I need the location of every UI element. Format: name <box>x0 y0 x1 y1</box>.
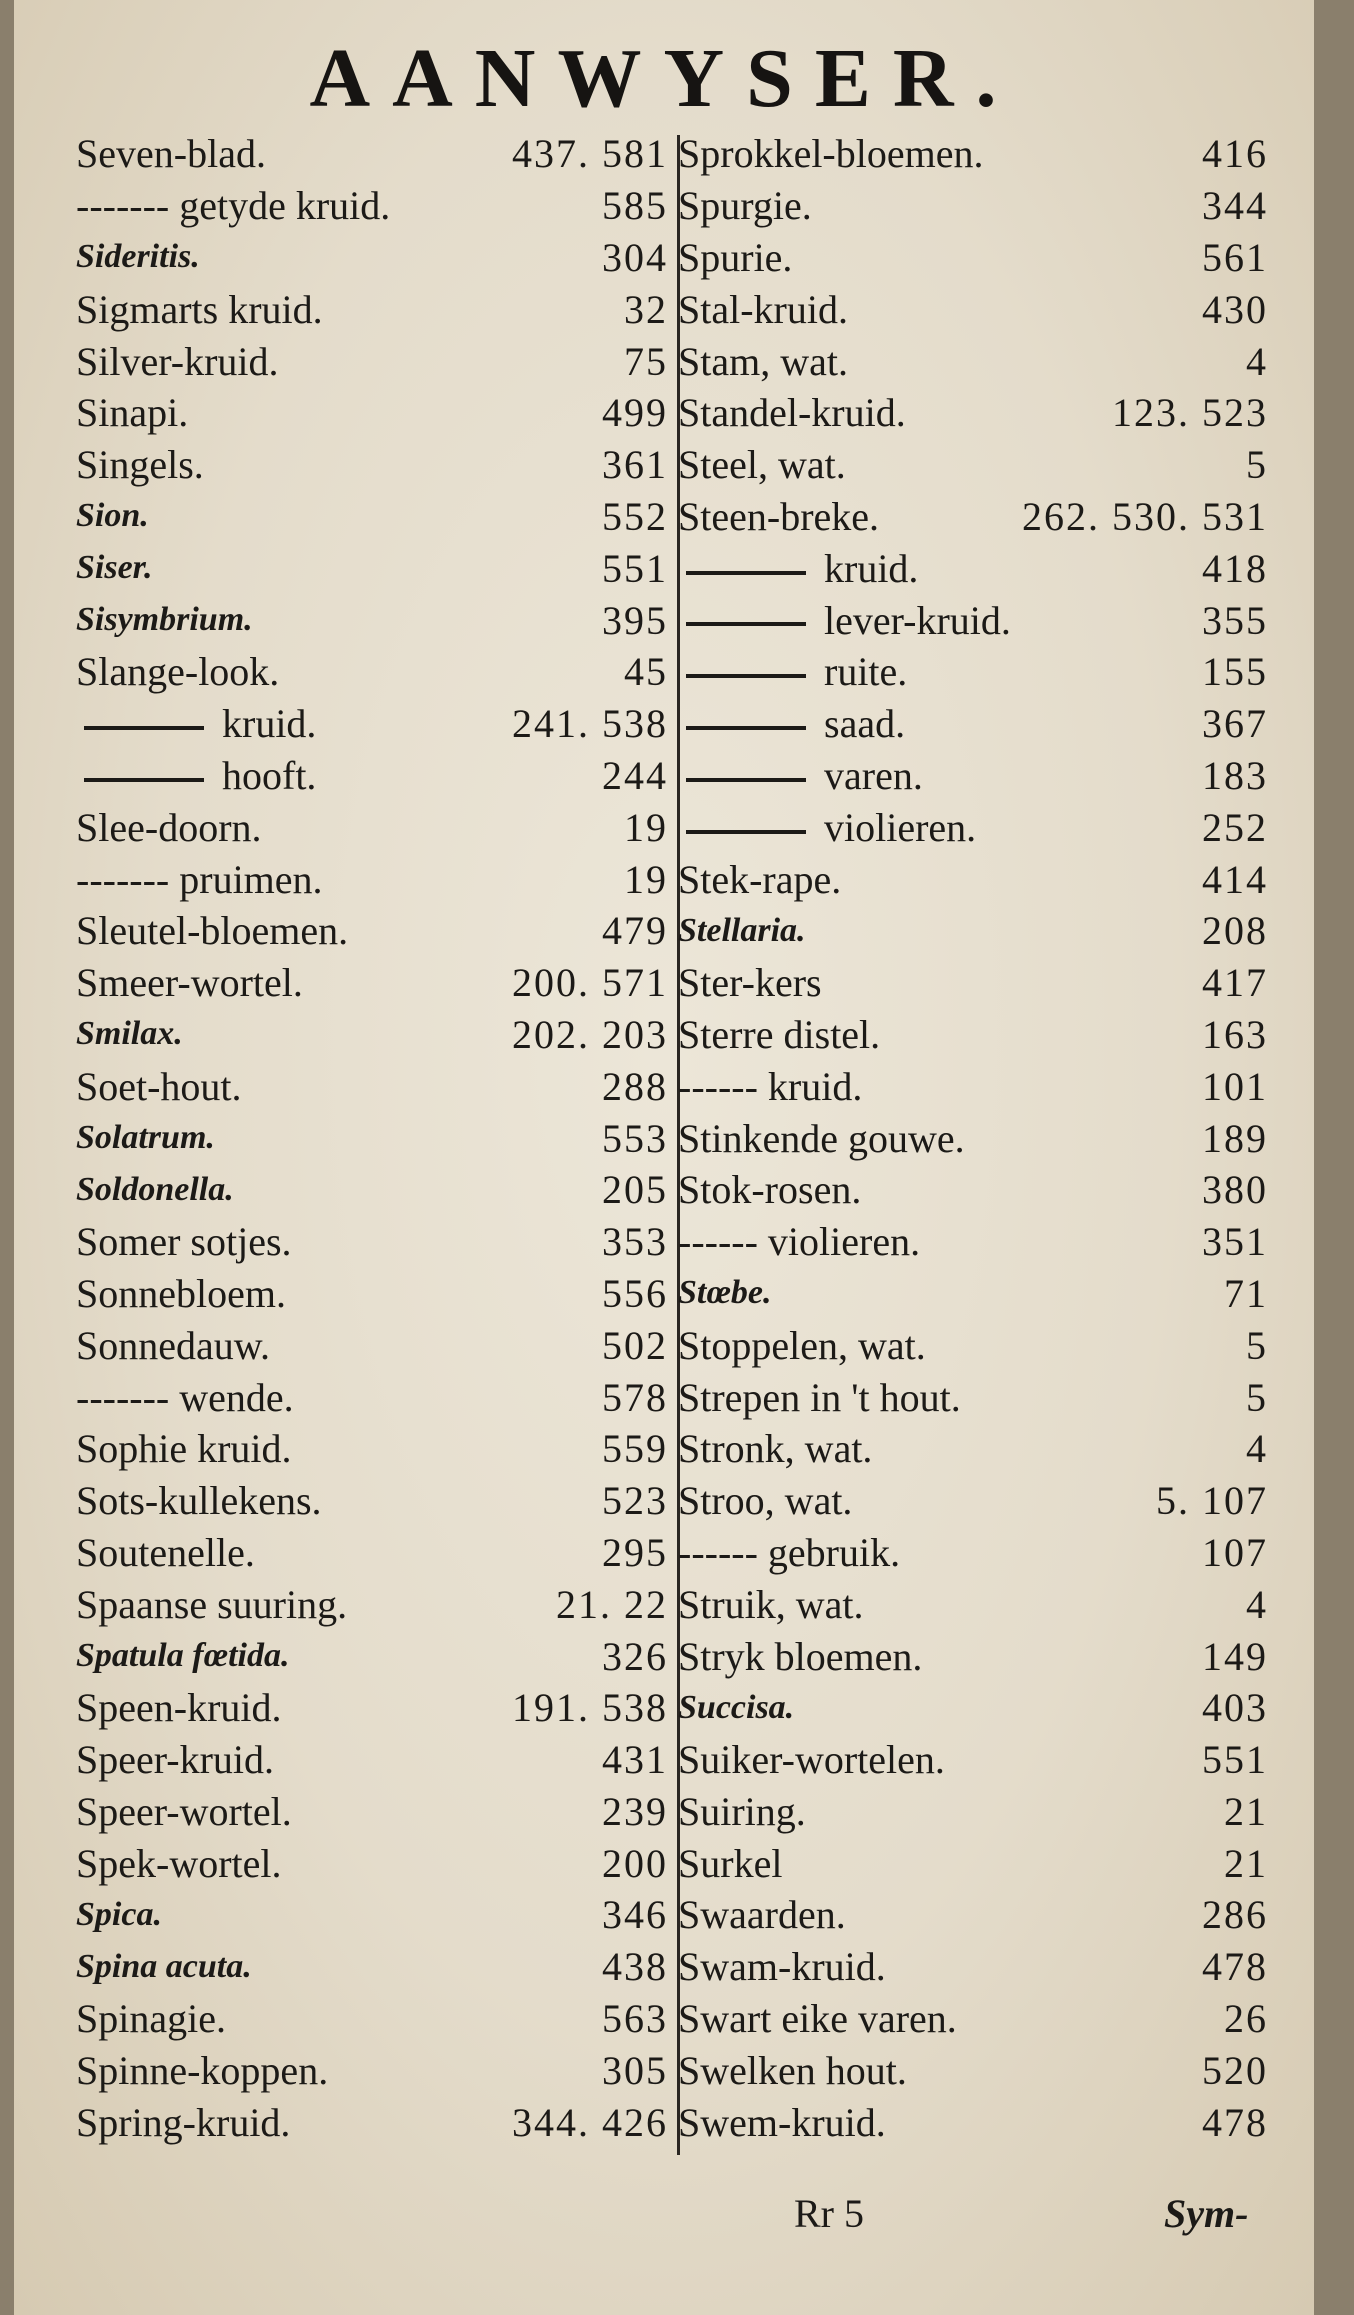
entry-name: Sleutel-bloemen. <box>76 908 349 954</box>
ditto-rule <box>686 571 806 575</box>
index-entry <box>678 1578 1268 1630</box>
index-entry <box>678 1268 1268 1320</box>
entry-page-number: 200 <box>602 1840 668 1886</box>
entry-name: Stek-rape. <box>678 856 842 902</box>
index-entry <box>678 128 1268 180</box>
index-entry <box>678 1941 1268 1993</box>
entry-page-number: 380 <box>1202 1167 1268 1213</box>
entry-name: Soutenelle. <box>76 1529 255 1575</box>
entry-name-text: kruid. <box>824 545 919 591</box>
index-entry <box>678 1786 1268 1838</box>
entry-name: Spica. <box>76 1895 162 1933</box>
entry-page-number: 478 <box>1202 1944 1268 1990</box>
entry-page-number: 4 <box>1246 338 1268 384</box>
index-entry <box>76 1319 668 1371</box>
index-entry <box>678 335 1268 387</box>
index-entry <box>678 594 1268 646</box>
entry-name: Somer sotjes. <box>76 1219 292 1265</box>
entry-name-text: ruite. <box>824 649 908 695</box>
entry-name: Swam-kruid. <box>678 1944 886 1990</box>
entry-name: Swaarden. <box>678 1892 846 1938</box>
entry-page-number: 418 <box>1202 545 1268 591</box>
entry-page-number: 556 <box>602 1270 668 1316</box>
index-entry <box>678 750 1268 802</box>
index-entry <box>76 698 668 750</box>
ditto-rule <box>84 778 204 782</box>
index-entry <box>678 905 1268 957</box>
entry-page-number: 551 <box>602 545 668 591</box>
entry-page-number: 563 <box>602 1996 668 2042</box>
entry-page-number: 553 <box>602 1115 668 1161</box>
entry-name: Smilax. <box>76 1015 183 1053</box>
entry-name: Stal-kruid. <box>678 286 848 332</box>
index-entry <box>678 1112 1268 1164</box>
entry-name: Soldonella. <box>76 1170 234 1208</box>
index-entry <box>76 542 668 594</box>
entry-name: Steel, wat. <box>678 442 846 488</box>
entry-name-text: lever-kruid. <box>824 597 1011 643</box>
index-entry <box>678 1889 1268 1941</box>
entry-name <box>678 597 1192 644</box>
index-entry <box>76 905 668 957</box>
ditto-rule <box>686 778 806 782</box>
entry-page-number: 559 <box>602 1426 668 1472</box>
entry-page-number: 520 <box>1202 2047 1268 2093</box>
index-entry <box>76 1630 668 1682</box>
index-entry <box>678 1475 1268 1527</box>
entry-page-number: 346 <box>602 1892 668 1938</box>
index-entry <box>678 2096 1268 2148</box>
entry-name: ------- getyde kruid. <box>76 183 391 229</box>
entry-page-number: 288 <box>602 1063 668 1109</box>
index-entry <box>678 1319 1268 1371</box>
entry-name-text: kruid. <box>222 701 317 747</box>
entry-page-number: 355 <box>1202 597 1268 643</box>
entry-name <box>678 545 1192 592</box>
entry-name: Spaanse suuring. <box>76 1581 348 1627</box>
entry-name: Singels. <box>76 442 204 488</box>
entry-name: Standel-kruid. <box>678 390 906 436</box>
index-entry <box>76 283 668 335</box>
entry-page-number: 45 <box>624 649 668 695</box>
entry-page-number: 75 <box>624 338 668 384</box>
entry-name: Suiring. <box>678 1788 806 1834</box>
entry-page-number: 431 <box>602 1737 668 1783</box>
entry-name: Swem-kruid. <box>678 2099 886 2145</box>
entry-name: ------ gebruik. <box>678 1529 901 1575</box>
entry-page-number: 478 <box>1202 2099 1268 2145</box>
entry-name: Stok-rosen. <box>678 1167 862 1213</box>
entry-name: Stœbe. <box>678 1274 772 1312</box>
signature-mark: Rr 5 <box>794 2191 864 2236</box>
entry-page-number: 19 <box>624 856 668 902</box>
entry-page-number: 344 <box>1202 183 1268 229</box>
entry-page-number: 344. 426 <box>512 2099 668 2145</box>
entry-name <box>76 700 502 747</box>
entry-name: Spinagie. <box>76 1996 226 2042</box>
entry-page-number: 416 <box>1202 131 1268 177</box>
index-entry <box>76 1682 668 1734</box>
entry-name: ------- pruimen. <box>76 856 323 902</box>
entry-page-number: 200. 571 <box>512 960 668 1006</box>
index-entry <box>76 1889 668 1941</box>
index-entry <box>678 1682 1268 1734</box>
entry-page-number: 403 <box>1202 1685 1268 1731</box>
entry-name: Stam, wat. <box>678 338 848 384</box>
index-entry <box>76 1423 668 1475</box>
ditto-rule <box>686 674 806 678</box>
index-entry <box>76 594 668 646</box>
entry-name: Speer-kruid. <box>76 1737 275 1783</box>
entry-name: Sigmarts kruid. <box>76 286 323 332</box>
entry-page-number: 417 <box>1202 960 1268 1006</box>
entry-name: Sideritis. <box>76 238 200 276</box>
entry-page-number: 208 <box>1202 908 1268 954</box>
ditto-rule <box>686 726 806 730</box>
entry-page-number: 189 <box>1202 1115 1268 1161</box>
index-entry <box>678 698 1268 750</box>
entry-name: Slange-look. <box>76 649 280 695</box>
entry-page-number: 561 <box>1202 234 1268 280</box>
entry-page-number: 202. 203 <box>512 1011 668 1057</box>
entry-name: Speen-kruid. <box>76 1685 282 1731</box>
entry-name: Surkel <box>678 1840 783 1886</box>
index-entry <box>76 2096 668 2148</box>
index-entry <box>76 1009 668 1061</box>
entry-name-text: varen. <box>824 752 923 798</box>
index-column-left <box>76 128 668 2148</box>
entry-page-number: 305 <box>602 2047 668 2093</box>
entry-page-number: 183 <box>1202 752 1268 798</box>
index-entry <box>678 1630 1268 1682</box>
index-entry <box>678 542 1268 594</box>
index-entry <box>678 801 1268 853</box>
entry-name: Sonnedauw. <box>76 1322 271 1368</box>
entry-name: Seven-blad. <box>76 131 266 177</box>
entry-name: ------ kruid. <box>678 1063 863 1109</box>
entry-name: Sisymbrium. <box>76 601 253 639</box>
entry-name: Stinkende gouwe. <box>678 1115 965 1161</box>
entry-name: Spurgie. <box>678 183 812 229</box>
index-entry <box>678 1164 1268 1216</box>
entry-page-number: 21 <box>1224 1840 1268 1886</box>
index-entry <box>678 2044 1268 2096</box>
entry-name: Strepen in 't hout. <box>678 1374 961 1420</box>
entry-page-number: 149 <box>1202 1633 1268 1679</box>
entry-name: Stoppelen, wat. <box>678 1322 926 1368</box>
entry-page-number: 26 <box>1224 1996 1268 2042</box>
entry-page-number: 244 <box>602 752 668 798</box>
index-entry <box>678 387 1268 439</box>
entry-name: Spurie. <box>678 234 793 280</box>
index-entry <box>76 957 668 1009</box>
entry-page-number: 438 <box>602 1944 668 1990</box>
entry-name: Spek-wortel. <box>76 1840 282 1886</box>
index-entry <box>76 128 668 180</box>
index-entry <box>76 801 668 853</box>
entry-name: Succisa. <box>678 1688 795 1726</box>
index-entry <box>678 439 1268 491</box>
index-entry <box>76 232 668 284</box>
entry-page-number: 239 <box>602 1788 668 1834</box>
entry-name: Swelken hout. <box>678 2047 907 2093</box>
entry-name-text: violieren. <box>824 804 977 850</box>
entry-page-number: 414 <box>1202 856 1268 902</box>
entry-page-number: 191. 538 <box>512 1685 668 1731</box>
entry-name: Speer-wortel. <box>76 1788 292 1834</box>
entry-page-number: 552 <box>602 493 668 539</box>
index-entry <box>678 646 1268 698</box>
index-entry <box>678 1734 1268 1786</box>
entry-name: ------- wende. <box>76 1374 294 1420</box>
entry-page-number: 479 <box>602 908 668 954</box>
index-entry <box>76 646 668 698</box>
entry-page-number: 304 <box>602 234 668 280</box>
entry-name: Solatrum. <box>76 1119 215 1157</box>
ditto-rule <box>686 830 806 834</box>
entry-page-number: 286 <box>1202 1892 1268 1938</box>
entry-page-number: 71 <box>1224 1270 1268 1316</box>
entry-name: Sterre distel. <box>678 1011 881 1057</box>
entry-name <box>76 752 592 799</box>
entry-name: Soet-hout. <box>76 1063 242 1109</box>
ditto-rule <box>84 726 204 730</box>
entry-page-number: 4 <box>1246 1581 1268 1627</box>
entry-name: Stryk bloemen. <box>678 1633 923 1679</box>
index-entry <box>678 491 1268 543</box>
index-entry <box>678 232 1268 284</box>
index-entry <box>76 1164 668 1216</box>
index-entry <box>76 1734 668 1786</box>
entry-page-number: 351 <box>1202 1219 1268 1265</box>
entry-name: Slee-doorn. <box>76 804 262 850</box>
entry-name: Sprokkel-bloemen. <box>678 131 984 177</box>
index-entry <box>678 957 1268 1009</box>
index-entry <box>76 1371 668 1423</box>
entry-name: Suiker-wortelen. <box>678 1737 945 1783</box>
index-entry <box>76 1216 668 1268</box>
entry-page-number: 430 <box>1202 286 1268 332</box>
entry-page-number: 123. 523 <box>1112 390 1268 436</box>
index-entry <box>678 1527 1268 1579</box>
entry-name: Sonnebloem. <box>76 1270 286 1316</box>
index-entry <box>76 1112 668 1164</box>
entry-name: Sion. <box>76 497 149 535</box>
index-entry <box>76 1786 668 1838</box>
entry-page-number: 262. 530. 531 <box>1022 493 1268 539</box>
index-column-right <box>678 128 1268 2148</box>
index-entry <box>76 180 668 232</box>
index-entry <box>76 750 668 802</box>
index-entry <box>76 1578 668 1630</box>
entry-name: Siser. <box>76 549 153 587</box>
entry-page-number: 5 <box>1246 442 1268 488</box>
entry-page-number: 578 <box>602 1374 668 1420</box>
entry-page-number: 32 <box>624 286 668 332</box>
book-page <box>14 0 1314 2315</box>
index-entry <box>76 1941 668 1993</box>
index-entry <box>678 1371 1268 1423</box>
entry-name: Steen-breke. <box>678 493 880 539</box>
entry-page-number: 5 <box>1246 1374 1268 1420</box>
index-entry <box>678 853 1268 905</box>
index-entry <box>76 335 668 387</box>
entry-name: Stroo, wat. <box>678 1478 853 1524</box>
entry-page-number: 585 <box>602 183 668 229</box>
entry-page-number: 155 <box>1202 649 1268 695</box>
entry-name: Sots-kullekens. <box>76 1478 322 1524</box>
entry-name-text: hooft. <box>222 752 317 798</box>
index-entry <box>76 1475 668 1527</box>
entry-name: Stronk, wat. <box>678 1426 873 1472</box>
entry-page-number: 241. 538 <box>512 701 668 747</box>
entry-page-number: 437. 581 <box>512 131 668 177</box>
entry-page-number: 367 <box>1202 701 1268 747</box>
index-entry <box>678 1423 1268 1475</box>
entry-page-number: 395 <box>602 597 668 643</box>
entry-name <box>678 752 1192 799</box>
entry-page-number: 101 <box>1202 1063 1268 1109</box>
index-entry <box>76 1527 668 1579</box>
entry-page-number: 4 <box>1246 1426 1268 1472</box>
index-entry <box>678 1216 1268 1268</box>
index-entry <box>678 180 1268 232</box>
entry-name <box>678 648 1192 695</box>
entry-name: Sophie kruid. <box>76 1426 292 1472</box>
entry-page-number: 551 <box>1202 1737 1268 1783</box>
entry-name <box>678 804 1192 851</box>
entry-page-number: 295 <box>602 1529 668 1575</box>
ditto-rule <box>686 622 806 626</box>
entry-name: Struik, wat. <box>678 1581 864 1627</box>
entry-page-number: 107 <box>1202 1529 1268 1575</box>
index-entry <box>76 387 668 439</box>
entry-page-number: 5 <box>1246 1322 1268 1368</box>
index-entry <box>678 1060 1268 1112</box>
entry-name: Silver-kruid. <box>76 338 279 384</box>
entry-name: Sinapi. <box>76 390 189 436</box>
entry-name: Ster-kers <box>678 960 822 1006</box>
entry-page-number: 19 <box>624 804 668 850</box>
index-entry <box>76 1060 668 1112</box>
entry-page-number: 353 <box>602 1219 668 1265</box>
entry-page-number: 163 <box>1202 1011 1268 1057</box>
entry-name: Stellaria. <box>678 911 806 949</box>
entry-name: Spina acuta. <box>76 1947 252 1985</box>
index-entry <box>76 853 668 905</box>
entry-name-text: saad. <box>824 701 906 747</box>
entry-page-number: 361 <box>602 442 668 488</box>
entry-page-number: 21. 22 <box>556 1581 668 1627</box>
entry-name: Swart eike varen. <box>678 1996 957 2042</box>
index-entry <box>76 1837 668 1889</box>
index-entry <box>678 283 1268 335</box>
index-entry <box>76 1993 668 2045</box>
index-entry <box>678 1837 1268 1889</box>
index-entry <box>76 2044 668 2096</box>
entry-page-number: 326 <box>602 1633 668 1679</box>
index-entry <box>678 1993 1268 2045</box>
entry-page-number: 21 <box>1224 1788 1268 1834</box>
index-entry <box>76 491 668 543</box>
entry-name: Spring-kruid. <box>76 2099 291 2145</box>
entry-page-number: 205 <box>602 1167 668 1213</box>
entry-name: Spatula fœtida. <box>76 1637 290 1674</box>
page-title: AANWYSER. <box>309 32 1019 125</box>
entry-name: Spinne-koppen. <box>76 2047 329 2093</box>
entry-page-number: 252 <box>1202 804 1268 850</box>
entry-name: Smeer-wortel. <box>76 960 303 1006</box>
entry-page-number: 499 <box>602 390 668 436</box>
entry-name <box>678 700 1192 747</box>
index-entry <box>76 1268 668 1320</box>
entry-name: ------ violieren. <box>678 1219 921 1265</box>
entry-page-number: 5. 107 <box>1156 1478 1268 1524</box>
index-entry <box>76 439 668 491</box>
entry-page-number: 502 <box>602 1322 668 1368</box>
catchword: Sym- <box>1164 2191 1249 2236</box>
entry-page-number: 523 <box>602 1478 668 1524</box>
index-entry <box>678 1009 1268 1061</box>
